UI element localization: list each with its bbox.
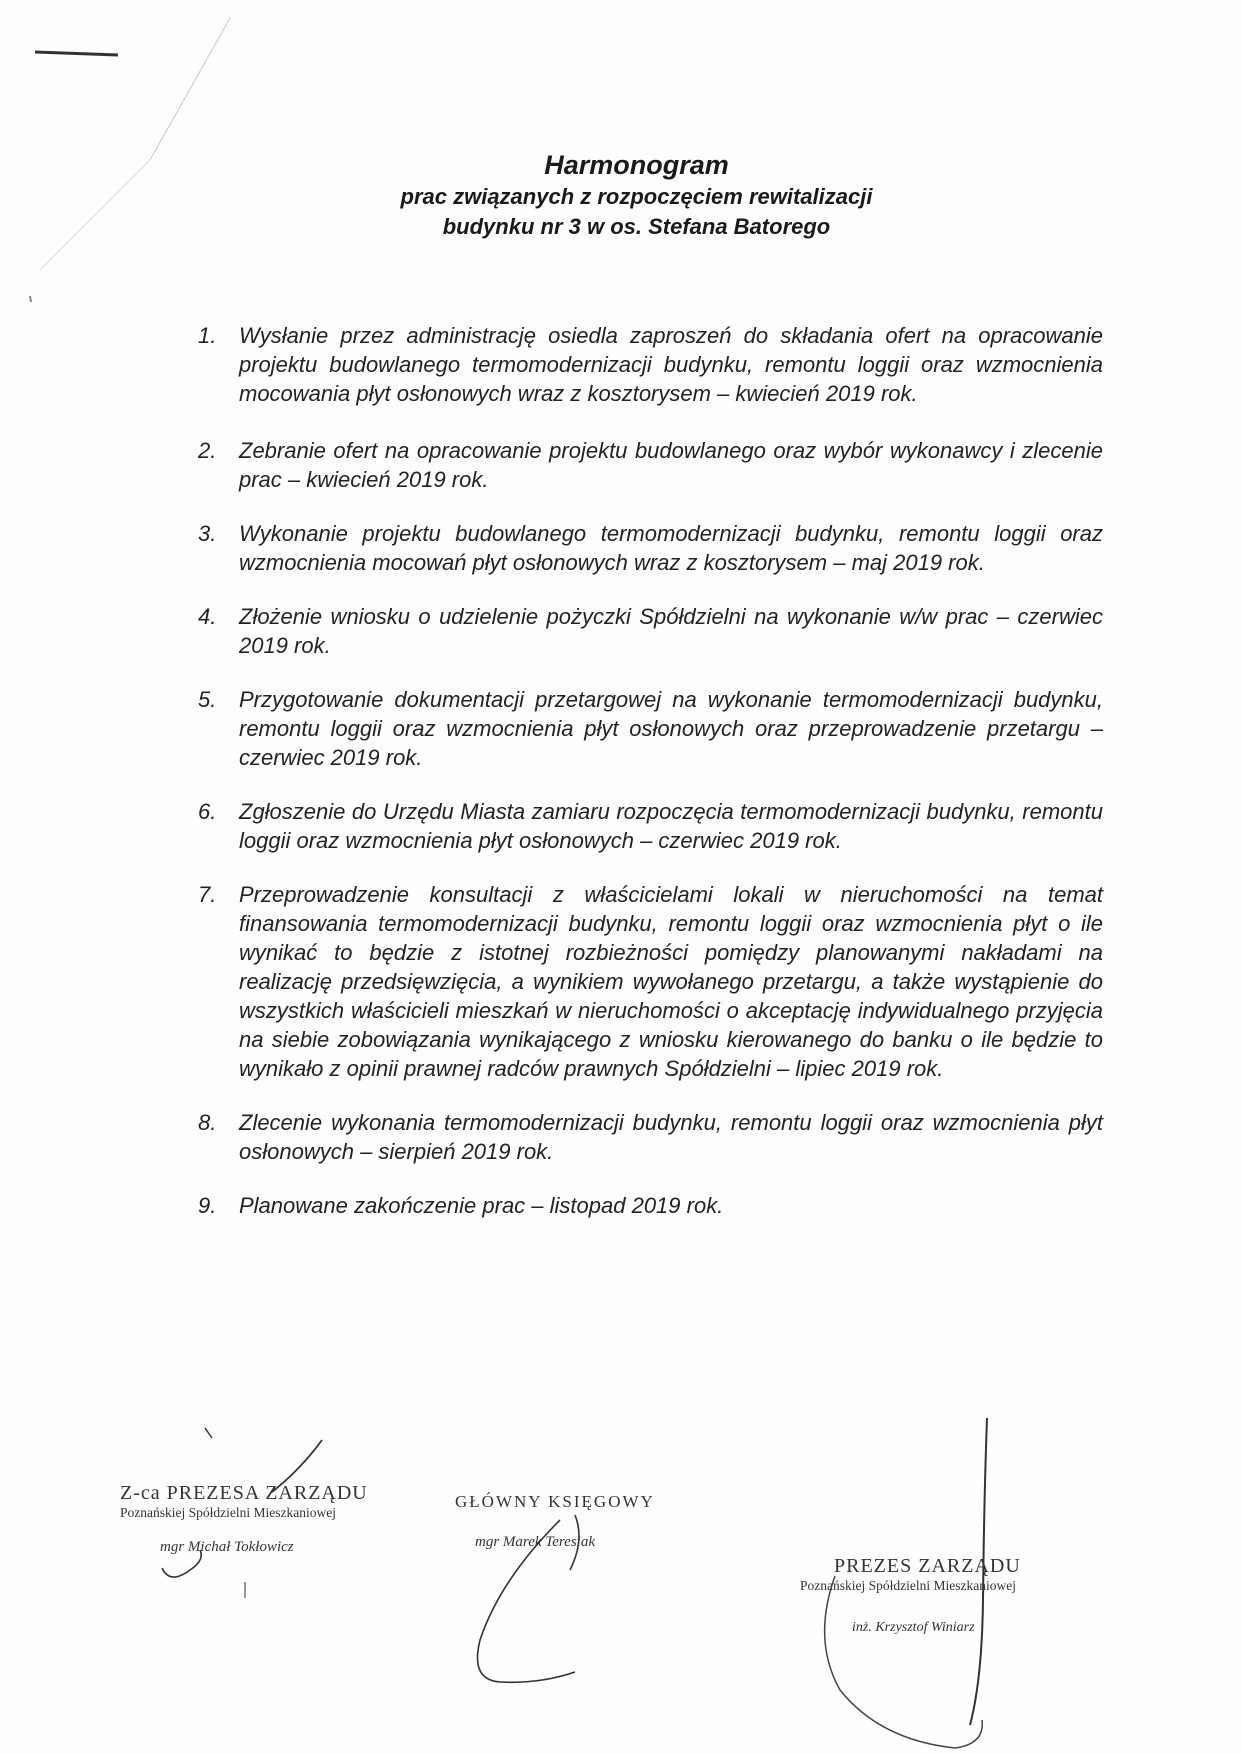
document-title: Harmonogram — [544, 150, 729, 180]
stamp-name: mgr Marek Teresiak — [475, 1534, 595, 1550]
schedule-item-number: 6. — [198, 799, 217, 824]
schedule-item-text: Przygotowanie dokumentacji przetargowej na wykonanie termomodernizacji budynku, remontu loggii oraz wzmocnienia płyt osłonowych oraz przeprowadzenie przetargu – czerwiec 2019 rok. — [239, 687, 1103, 770]
schedule-item-number: 5. — [198, 687, 217, 712]
schedule-item-number: 2. — [198, 438, 217, 463]
schedule-item-text: Planowane zakończenie prac – listopad 2019 rok. — [239, 1193, 724, 1218]
signature-president — [800, 1555, 1080, 1636]
schedule-item — [198, 436, 1103, 494]
signature-vice-president — [120, 1482, 420, 1556]
schedule-item-text: Wykonanie projektu budowlanego termomodernizacji budynku, remontu loggii oraz wzmocnienia mocowań płyt osłonowych wraz z kosztorysem – maj 2019 rok. — [239, 521, 1103, 575]
stamp-title: PREZES ZARZĄDU — [834, 1555, 1021, 1577]
schedule-item-text: Zlecenie wykonania termomodernizacji budynku, remontu loggii oraz wzmocnienia płyt osłonowych – sierpień 2019 rok. — [239, 1110, 1103, 1164]
schedule-item-number: 7. — [198, 882, 217, 907]
schedule-item — [198, 685, 1103, 772]
schedule-item-text: Przeprowadzenie konsultacji z właścicielami lokali w nieruchomości na temat finansowania termomodernizacji budynku, remontu loggii oraz wzmocnienia płyt o ile wynikać to będzie z istotnej rozbieżności pomiędzy planowanymi nakładami na realizację przedsięwzięcia, a wynikiem wywołanego przetargu, a także wystąpienie do wszystkich właścicieli mieszkań w nieruchomości o akceptację indywidualnego przyjęcia na siebie zobowiązania wynikającego z wniosku kierowanego do banku o ile będzie to wynikało z opinii prawnej radców prawnych Spółdzielni – lipiec 2019 rok. — [239, 882, 1103, 1081]
schedule-list — [198, 321, 1103, 1220]
schedule-item — [198, 1191, 1103, 1220]
schedule-item-number: 4. — [198, 604, 217, 629]
stamp-name: inż. Krzysztof Winiarz — [852, 1620, 975, 1635]
document-subtitle-line1: prac związanych z rozpoczęciem rewitalizacji — [400, 184, 873, 209]
scan-dot — [30, 296, 31, 302]
schedule-item — [198, 519, 1103, 577]
stamp-title: GŁÓWNY KSIĘGOWY — [455, 1492, 655, 1511]
schedule-item — [198, 797, 1103, 855]
scan-mark-top-left — [35, 52, 118, 55]
schedule-item — [198, 321, 1103, 408]
schedule-item-number: 3. — [198, 521, 217, 546]
schedule-item-text: Zebranie ofert na opracowanie projektu budowlanego oraz wybór wykonawcy i zlecenie prac – kwiecień 2019 rok. — [239, 438, 1103, 492]
stamp-title: Z-ca PREZESA ZARZĄDU — [120, 1482, 368, 1504]
schedule-item-text: Złożenie wniosku o udzielenie pożyczki Spółdzielni na wykonanie w/w prac – czerwiec 2019 rok. — [239, 604, 1103, 658]
schedule-item-number: 8. — [198, 1110, 217, 1135]
schedule-item-text: Wysłanie przez administrację osiedla zaproszeń do składania ofert na opracowanie projektu budowlanego termomodernizacji budynku, remontu loggii oraz wzmocnienia mocowania płyt osłonowych wraz z kosztorysem – kwiecień 2019 rok. — [239, 323, 1103, 406]
signature-chief-accountant — [455, 1492, 715, 1551]
schedule-item — [198, 880, 1103, 1083]
scan-fold-line — [150, 18, 230, 160]
document-header — [0, 148, 1241, 242]
stamp-organization: Poznańskiej Spółdzielni Mieszkaniowej — [120, 1505, 336, 1520]
schedule-item — [198, 1108, 1103, 1166]
schedule-item-number: 9. — [198, 1193, 217, 1218]
schedule-item — [198, 602, 1103, 660]
schedule-item-text: Zgłoszenie do Urzędu Miasta zamiaru rozpoczęcia termomodernizacji budynku, remontu loggii oraz wzmocnienia płyt osłonowych – czerwiec 2019 rok. — [239, 799, 1103, 853]
schedule-item-number: 1. — [198, 323, 217, 348]
document-subtitle-line2: budynku nr 3 w os. Stefana Batorego — [442, 214, 831, 239]
stamp-organization: Poznańskiej Spółdzielni Mieszkaniowej — [800, 1578, 1016, 1593]
signature-stroke-left-tick — [205, 1428, 212, 1438]
stamp-name: mgr Michał Tokłowicz — [160, 1539, 294, 1555]
